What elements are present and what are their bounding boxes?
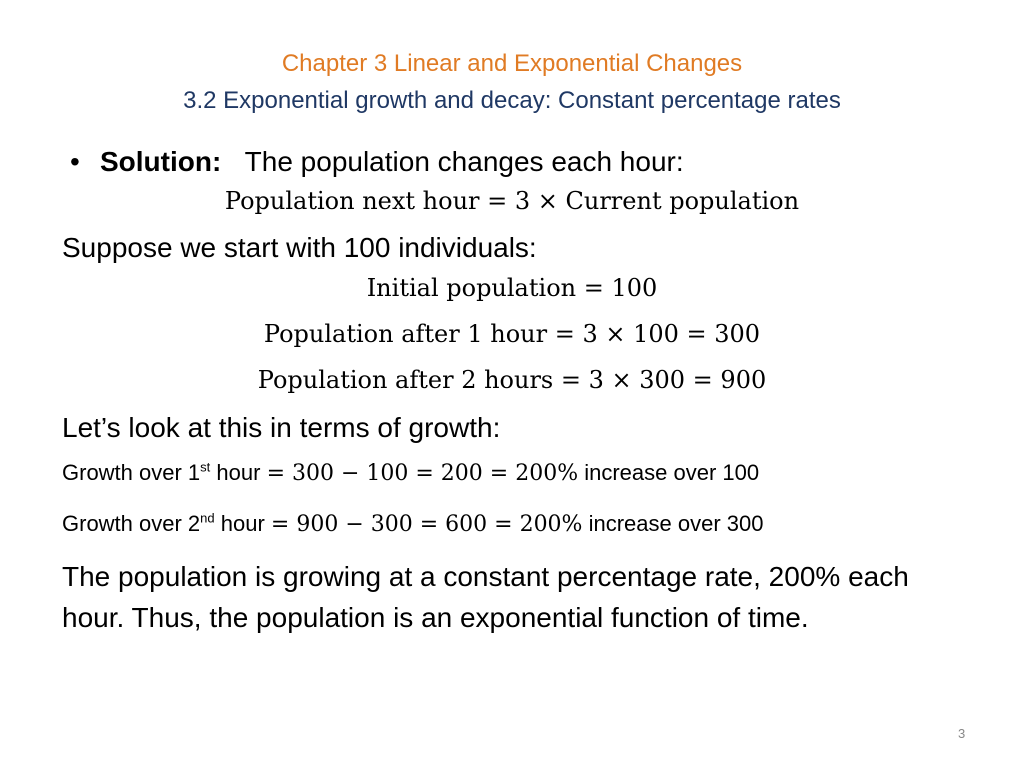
equation-initial: Initial population = 100 [366, 274, 658, 302]
growth-line-2-math: = 900 − 300 = 600 = 200% [270, 512, 583, 537]
equation-main: Population next hour = 3 × Current population [224, 187, 800, 215]
page-number: 3 [958, 726, 966, 741]
growth-line-2 [62, 511, 763, 537]
growth-line-2-after: hour [214, 511, 271, 536]
solution-bullet [70, 146, 684, 178]
equation-hour-2: Population after 2 hours = 3 × 300 = 900 [257, 366, 767, 394]
bullet-marker: • [70, 146, 80, 177]
growth-line-2-sup: nd [200, 510, 215, 526]
slide-subtitle: 3.2 Exponential growth and decay: Constant percentage rates [183, 87, 841, 114]
solution-text: The population changes each hour: [244, 146, 684, 177]
growth-line-2-suffix: increase over 300 [582, 511, 764, 536]
growth-line-1 [62, 460, 759, 486]
conclusion-paragraph: The population is growing at a constant percentage rate, 200% each hour. Thus, the population is an exponential function of time. [62, 561, 909, 633]
suppose-text: Suppose we start with 100 individuals: [62, 232, 537, 263]
solution-label: Solution: [100, 146, 222, 177]
equation-hour-1: Population after 1 hour = 3 × 100 = 300 [263, 320, 761, 348]
growth-line-2-prefix: Growth over 2 [62, 511, 201, 536]
growth-line-1-math: = 300 − 100 = 200 = 200% [266, 461, 579, 486]
slide-title: Chapter 3 Linear and Exponential Changes [281, 50, 743, 77]
growth-line-1-prefix: Growth over 1 [62, 460, 201, 485]
growth-line-1-after: hour [210, 460, 267, 485]
growth-line-1-sup: st [200, 459, 211, 475]
growth-intro: Let’s look at this in terms of growth: [62, 412, 501, 443]
growth-line-1-suffix: increase over 100 [578, 460, 760, 485]
